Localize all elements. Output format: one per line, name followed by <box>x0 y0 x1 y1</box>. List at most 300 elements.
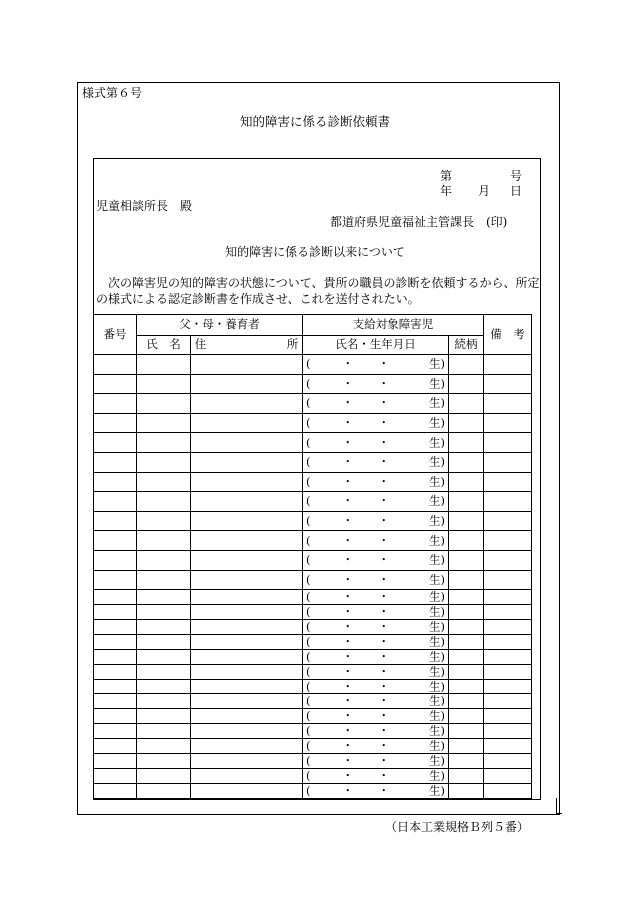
cell-guardian-name <box>137 472 191 492</box>
cell-relation <box>449 394 484 414</box>
cell-remarks <box>484 754 532 769</box>
cell-number <box>94 754 137 769</box>
cell-relation <box>449 511 484 531</box>
birth-suffix: 生) <box>429 493 445 508</box>
birth-suffix: 生) <box>429 708 445 723</box>
birth-open-paren: ( <box>306 572 311 587</box>
birth-open-paren: ( <box>306 376 311 391</box>
cell-child-birth <box>303 649 449 664</box>
birth-suffix: 生) <box>429 474 445 489</box>
cell-guardian-name <box>137 605 191 620</box>
birth-dot-month: ・ <box>378 415 390 430</box>
birth-open-paren: ( <box>306 619 311 634</box>
cell-child-birth <box>303 605 449 620</box>
birth-open-paren: ( <box>306 634 311 649</box>
cell-number <box>94 679 137 694</box>
header-guardian-name: 氏 名 <box>137 336 191 355</box>
cell-child-birth <box>303 472 449 492</box>
birth-dot-year: ・ <box>342 708 354 723</box>
cell-remarks <box>484 694 532 709</box>
birth-dot-month: ・ <box>378 753 390 768</box>
cell-child-birth <box>303 394 449 414</box>
cell-number <box>94 492 137 512</box>
cell-child-birth <box>303 769 449 784</box>
cell-remarks <box>484 374 532 394</box>
cell-guardian-address <box>191 783 303 798</box>
cell-child-birth <box>303 355 449 375</box>
birth-dot-month: ・ <box>378 783 390 798</box>
birth-suffix: 生) <box>429 663 445 678</box>
birth-suffix: 生) <box>429 619 445 634</box>
table-row <box>94 590 532 605</box>
birth-dot-year: ・ <box>342 589 354 604</box>
birth-suffix: 生) <box>429 589 445 604</box>
cell-guardian-name <box>137 754 191 769</box>
birth-dot-year: ・ <box>342 493 354 508</box>
cell-guardian-name <box>137 769 191 784</box>
birth-open-paren: ( <box>306 604 311 619</box>
cell-guardian-address <box>191 754 303 769</box>
cell-guardian-address <box>191 694 303 709</box>
birth-dot-year: ・ <box>342 648 354 663</box>
body-line-1: 次の障害児の知的障害の状態について、貴所の職員の診断を依頼するから、所定 <box>96 276 540 290</box>
cell-remarks <box>484 531 532 551</box>
body-line-2: の様式による認定診断書を作成させ、これを送付されたい。 <box>96 292 420 306</box>
cell-child-birth <box>303 452 449 472</box>
cell-guardian-name <box>137 590 191 605</box>
cell-remarks <box>484 634 532 649</box>
cell-guardian-name <box>137 664 191 679</box>
cell-number <box>94 605 137 620</box>
table-row <box>94 783 532 798</box>
cell-number <box>94 590 137 605</box>
cell-guardian-address <box>191 531 303 551</box>
birth-open-paren: ( <box>306 678 311 693</box>
recipient: 児童相談所長 殿 <box>96 199 193 213</box>
cell-relation <box>449 709 484 724</box>
birth-open-paren: ( <box>306 493 311 508</box>
cell-remarks <box>484 783 532 798</box>
cell-number <box>94 664 137 679</box>
table-row <box>94 531 532 551</box>
cell-guardian-address <box>191 664 303 679</box>
birth-suffix: 生) <box>429 783 445 798</box>
cell-guardian-name <box>137 649 191 664</box>
table-row <box>94 754 532 769</box>
table-row <box>94 724 532 739</box>
number-prefix: 第 <box>440 169 453 183</box>
birth-open-paren: ( <box>306 513 311 528</box>
form-title: 知的障害に係る診断依頼書 <box>239 114 390 129</box>
birth-open-paren: ( <box>306 454 311 469</box>
birth-open-paren: ( <box>306 434 311 449</box>
table-row <box>94 649 532 664</box>
cell-number <box>94 413 137 433</box>
birth-dot-month: ・ <box>378 434 390 449</box>
cell-guardian-address <box>191 709 303 724</box>
cell-number <box>94 694 137 709</box>
cell-number <box>94 649 137 664</box>
cell-remarks <box>484 570 532 590</box>
birth-open-paren: ( <box>306 723 311 738</box>
cell-guardian-name <box>137 433 191 453</box>
birth-open-paren: ( <box>306 738 311 753</box>
cell-number <box>94 570 137 590</box>
birth-dot-year: ・ <box>342 663 354 678</box>
date-year: 年 <box>440 184 453 198</box>
cell-remarks <box>484 679 532 694</box>
cell-child-birth <box>303 511 449 531</box>
birth-open-paren: ( <box>306 708 311 723</box>
birth-suffix: 生) <box>429 768 445 783</box>
birth-dot-month: ・ <box>378 552 390 567</box>
cell-number <box>94 511 137 531</box>
birth-dot-year: ・ <box>342 693 354 708</box>
header-guardian-address: 住 所 <box>191 336 303 355</box>
frame-corner-mark <box>556 798 562 814</box>
cell-number <box>94 374 137 394</box>
birth-dot-year: ・ <box>342 753 354 768</box>
number-suffix: 号 <box>510 169 523 183</box>
header-child-name-dob: 氏名・生年月日 <box>303 336 449 355</box>
birth-suffix: 生) <box>429 738 445 753</box>
cell-relation <box>449 769 484 784</box>
header-relation: 続柄 <box>449 336 484 355</box>
birth-suffix: 生) <box>429 552 445 567</box>
birth-open-paren: ( <box>306 356 311 371</box>
cell-guardian-address <box>191 413 303 433</box>
cell-guardian-name <box>137 724 191 739</box>
cell-guardian-name <box>137 452 191 472</box>
subject: 知的障害に係る診断以来について <box>225 245 405 259</box>
cell-remarks <box>484 649 532 664</box>
birth-suffix: 生) <box>429 454 445 469</box>
cell-guardian-name <box>137 694 191 709</box>
birth-suffix: 生) <box>429 693 445 708</box>
birth-dot-year: ・ <box>342 768 354 783</box>
birth-dot-year: ・ <box>342 454 354 469</box>
cell-child-birth <box>303 694 449 709</box>
table-row <box>94 472 532 492</box>
cell-guardian-address <box>191 394 303 414</box>
cell-guardian-address <box>191 605 303 620</box>
birth-suffix: 生) <box>429 634 445 649</box>
cell-remarks <box>484 472 532 492</box>
cell-guardian-name <box>137 413 191 433</box>
birth-dot-month: ・ <box>378 648 390 663</box>
birth-open-paren: ( <box>306 552 311 567</box>
request-table <box>93 314 532 799</box>
cell-number <box>94 724 137 739</box>
sender: 都道府県児童福祉主管課長 (印) <box>330 215 508 229</box>
cell-guardian-address <box>191 492 303 512</box>
cell-guardian-name <box>137 783 191 798</box>
cell-guardian-name <box>137 374 191 394</box>
birth-dot-month: ・ <box>378 663 390 678</box>
birth-dot-year: ・ <box>342 738 354 753</box>
cell-child-birth <box>303 783 449 798</box>
birth-dot-year: ・ <box>342 604 354 619</box>
birth-open-paren: ( <box>306 768 311 783</box>
cell-child-birth <box>303 679 449 694</box>
birth-suffix: 生) <box>429 395 445 410</box>
table-row <box>94 619 532 634</box>
cell-guardian-name <box>137 492 191 512</box>
table-row <box>94 355 532 375</box>
cell-number <box>94 355 137 375</box>
cell-relation <box>449 679 484 694</box>
table-row <box>94 739 532 754</box>
birth-dot-month: ・ <box>378 356 390 371</box>
cell-guardian-name <box>137 619 191 634</box>
cell-remarks <box>484 590 532 605</box>
header-child: 支給対象障害児 <box>303 315 484 336</box>
cell-relation <box>449 649 484 664</box>
cell-relation <box>449 634 484 649</box>
birth-dot-year: ・ <box>342 572 354 587</box>
birth-dot-year: ・ <box>342 474 354 489</box>
cell-number <box>94 783 137 798</box>
cell-number <box>94 739 137 754</box>
birth-open-paren: ( <box>306 783 311 798</box>
table-row <box>94 511 532 531</box>
cell-child-birth <box>303 433 449 453</box>
birth-dot-year: ・ <box>342 356 354 371</box>
cell-relation <box>449 531 484 551</box>
cell-guardian-name <box>137 511 191 531</box>
birth-dot-month: ・ <box>378 474 390 489</box>
birth-suffix: 生) <box>429 434 445 449</box>
cell-child-birth <box>303 374 449 394</box>
cell-guardian-name <box>137 739 191 754</box>
cell-remarks <box>484 619 532 634</box>
cell-guardian-address <box>191 550 303 570</box>
cell-child-birth <box>303 709 449 724</box>
cell-guardian-address <box>191 649 303 664</box>
cell-child-birth <box>303 724 449 739</box>
cell-child-birth <box>303 634 449 649</box>
birth-dot-month: ・ <box>378 768 390 783</box>
cell-relation <box>449 605 484 620</box>
birth-dot-year: ・ <box>342 415 354 430</box>
cell-remarks <box>484 433 532 453</box>
table-row <box>94 634 532 649</box>
cell-guardian-address <box>191 679 303 694</box>
birth-dot-year: ・ <box>342 783 354 798</box>
table-row <box>94 679 532 694</box>
table-row <box>94 433 532 453</box>
cell-relation <box>449 619 484 634</box>
footer-note: （日本工業規格Ｂ列５番） <box>385 820 530 834</box>
cell-remarks <box>484 413 532 433</box>
cell-child-birth <box>303 413 449 433</box>
cell-child-birth <box>303 619 449 634</box>
birth-suffix: 生) <box>429 376 445 391</box>
birth-suffix: 生) <box>429 678 445 693</box>
cell-number <box>94 394 137 414</box>
birth-dot-year: ・ <box>342 395 354 410</box>
birth-dot-month: ・ <box>378 513 390 528</box>
cell-relation <box>449 433 484 453</box>
table-row <box>94 374 532 394</box>
birth-dot-year: ・ <box>342 678 354 693</box>
cell-remarks <box>484 550 532 570</box>
cell-guardian-address <box>191 619 303 634</box>
form-number-label: 様式第６号 <box>82 86 143 100</box>
birth-open-paren: ( <box>306 589 311 604</box>
birth-dot-month: ・ <box>378 572 390 587</box>
header-remarks: 備 考 <box>484 315 532 355</box>
table-row <box>94 605 532 620</box>
cell-guardian-name <box>137 679 191 694</box>
cell-number <box>94 769 137 784</box>
cell-number <box>94 619 137 634</box>
birth-open-paren: ( <box>306 693 311 708</box>
table-row <box>94 413 532 433</box>
cell-number <box>94 452 137 472</box>
cell-remarks <box>484 511 532 531</box>
birth-dot-month: ・ <box>378 395 390 410</box>
cell-child-birth <box>303 531 449 551</box>
birth-dot-year: ・ <box>342 376 354 391</box>
cell-guardian-address <box>191 570 303 590</box>
cell-guardian-address <box>191 724 303 739</box>
birth-dot-year: ・ <box>342 619 354 634</box>
cell-relation <box>449 783 484 798</box>
birth-dot-month: ・ <box>378 589 390 604</box>
birth-dot-year: ・ <box>342 513 354 528</box>
cell-guardian-address <box>191 374 303 394</box>
date-day: 日 <box>510 184 523 198</box>
cell-number <box>94 433 137 453</box>
birth-dot-month: ・ <box>378 604 390 619</box>
cell-number <box>94 550 137 570</box>
header-number: 番号 <box>94 315 137 355</box>
date-month: 月 <box>478 184 491 198</box>
cell-number <box>94 709 137 724</box>
cell-relation <box>449 472 484 492</box>
table-row <box>94 709 532 724</box>
cell-child-birth <box>303 664 449 679</box>
birth-suffix: 生) <box>429 532 445 547</box>
cell-relation <box>449 413 484 433</box>
cell-remarks <box>484 605 532 620</box>
cell-guardian-address <box>191 634 303 649</box>
birth-suffix: 生) <box>429 513 445 528</box>
table-row <box>94 570 532 590</box>
cell-relation <box>449 355 484 375</box>
cell-child-birth <box>303 739 449 754</box>
birth-open-paren: ( <box>306 648 311 663</box>
cell-guardian-address <box>191 433 303 453</box>
birth-open-paren: ( <box>306 532 311 547</box>
cell-guardian-name <box>137 394 191 414</box>
cell-remarks <box>484 394 532 414</box>
cell-remarks <box>484 492 532 512</box>
cell-remarks <box>484 724 532 739</box>
birth-dot-year: ・ <box>342 434 354 449</box>
cell-guardian-address <box>191 739 303 754</box>
birth-open-paren: ( <box>306 395 311 410</box>
birth-dot-year: ・ <box>342 532 354 547</box>
cell-remarks <box>484 709 532 724</box>
table-row <box>94 694 532 709</box>
birth-dot-month: ・ <box>378 493 390 508</box>
birth-dot-month: ・ <box>378 678 390 693</box>
cell-guardian-address <box>191 769 303 784</box>
cell-relation <box>449 570 484 590</box>
birth-suffix: 生) <box>429 723 445 738</box>
birth-open-paren: ( <box>306 474 311 489</box>
birth-suffix: 生) <box>429 648 445 663</box>
cell-relation <box>449 664 484 679</box>
birth-dot-month: ・ <box>378 634 390 649</box>
cell-relation <box>449 754 484 769</box>
cell-guardian-address <box>191 590 303 605</box>
cell-guardian-address <box>191 452 303 472</box>
birth-open-paren: ( <box>306 663 311 678</box>
birth-suffix: 生) <box>429 415 445 430</box>
birth-dot-month: ・ <box>378 723 390 738</box>
cell-child-birth <box>303 492 449 512</box>
cell-number <box>94 531 137 551</box>
birth-dot-month: ・ <box>378 619 390 634</box>
cell-remarks <box>484 664 532 679</box>
cell-child-birth <box>303 570 449 590</box>
cell-relation <box>449 590 484 605</box>
birth-dot-month: ・ <box>378 532 390 547</box>
cell-relation <box>449 492 484 512</box>
cell-relation <box>449 452 484 472</box>
cell-guardian-address <box>191 472 303 492</box>
birth-suffix: 生) <box>429 356 445 371</box>
birth-dot-year: ・ <box>342 723 354 738</box>
cell-guardian-name <box>137 550 191 570</box>
birth-open-paren: ( <box>306 415 311 430</box>
cell-remarks <box>484 769 532 784</box>
table-row <box>94 664 532 679</box>
cell-guardian-name <box>137 355 191 375</box>
birth-dot-month: ・ <box>378 376 390 391</box>
cell-guardian-name <box>137 570 191 590</box>
birth-suffix: 生) <box>429 753 445 768</box>
cell-guardian-address <box>191 511 303 531</box>
cell-guardian-name <box>137 634 191 649</box>
cell-relation <box>449 724 484 739</box>
table-row <box>94 452 532 472</box>
cell-remarks <box>484 355 532 375</box>
birth-dot-month: ・ <box>378 738 390 753</box>
cell-relation <box>449 739 484 754</box>
cell-child-birth <box>303 754 449 769</box>
header-guardian: 父・母・養育者 <box>137 315 303 336</box>
cell-relation <box>449 694 484 709</box>
cell-relation <box>449 374 484 394</box>
cell-guardian-name <box>137 709 191 724</box>
cell-child-birth <box>303 550 449 570</box>
table-row <box>94 769 532 784</box>
table-row <box>94 550 532 570</box>
birth-suffix: 生) <box>429 604 445 619</box>
cell-guardian-address <box>191 355 303 375</box>
table-row <box>94 394 532 414</box>
birth-dot-month: ・ <box>378 708 390 723</box>
cell-guardian-name <box>137 531 191 551</box>
cell-remarks <box>484 739 532 754</box>
cell-remarks <box>484 452 532 472</box>
cell-child-birth <box>303 590 449 605</box>
birth-open-paren: ( <box>306 753 311 768</box>
